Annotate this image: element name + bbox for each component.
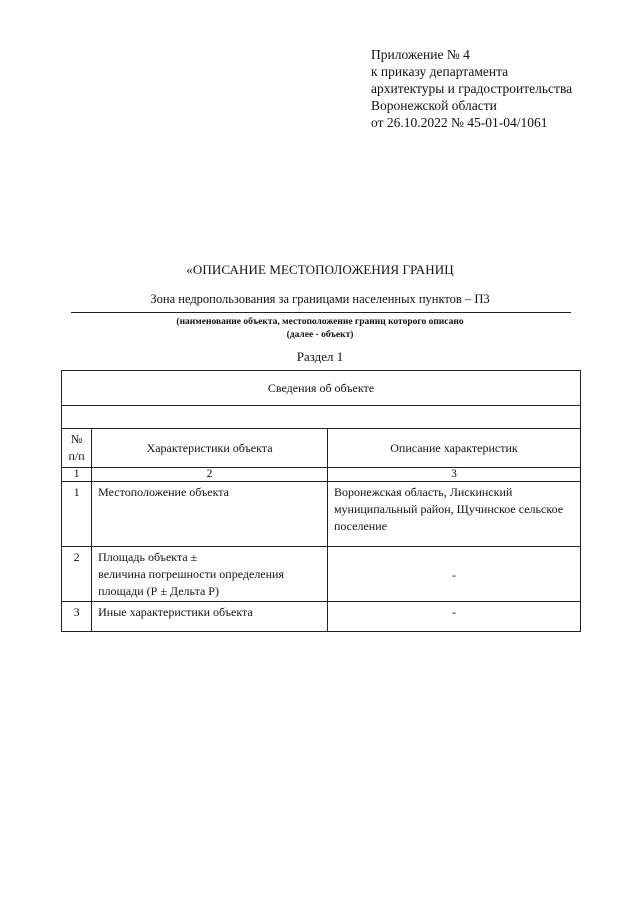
row-characteristic: Иные характеристики объекта <box>92 602 328 632</box>
table-empty-row <box>62 406 581 429</box>
table-title-row <box>62 371 581 406</box>
table-column-numbers-row <box>62 468 581 482</box>
row-characteristic: Местоположение объекта <box>92 482 328 547</box>
table-row <box>62 482 581 547</box>
table-header-row <box>62 429 581 468</box>
row-number: 1 <box>62 482 92 547</box>
table-row <box>62 547 581 602</box>
row-number: 2 <box>62 547 92 602</box>
appendix-line: от 26.10.2022 № 45-01-04/1061 <box>371 115 548 130</box>
table-empty-cell <box>62 406 581 429</box>
characteristic-line: площади (Р ± Дельта Р) <box>98 584 219 598</box>
row-number: 3 <box>62 602 92 632</box>
header-no: № п/п <box>62 429 92 468</box>
object-name: Зона недропользования за границами населенных пунктов – П3 <box>150 292 490 306</box>
row-description: - <box>327 602 580 632</box>
characteristic-line: величина погрешности определения <box>98 567 284 581</box>
column-number: 1 <box>62 468 92 482</box>
object-info-table <box>61 370 581 632</box>
header-description: Описание характеристик <box>327 429 580 468</box>
table-row <box>62 602 581 632</box>
section-heading: Раздел 1 <box>296 349 344 364</box>
characteristic-line: Площадь объекта ± <box>98 550 198 564</box>
row-description: Воронежская область, Лискинский муниципальный район, Щучинское сельское поселение <box>327 482 580 547</box>
appendix-line: Приложение № 4 <box>371 47 470 62</box>
table-title: Сведения об объекте <box>62 371 581 406</box>
appendix-line: Воронежской области <box>371 98 497 113</box>
document-title: «ОПИСАНИЕ МЕСТОПОЛОЖЕНИЯ ГРАНИЦ <box>186 262 454 277</box>
object-caption-line2: (далее - объект) <box>286 330 354 340</box>
row-characteristic <box>92 547 328 602</box>
object-caption-line1: (наименование объекта, местоположение границ которого описано <box>176 317 464 327</box>
object-name-underline <box>71 312 571 313</box>
column-number: 2 <box>92 468 328 482</box>
column-number: 3 <box>327 468 580 482</box>
row-description: - <box>327 547 580 602</box>
appendix-header <box>371 46 572 131</box>
appendix-line: к приказу департамента <box>371 64 509 79</box>
appendix-line: архитектуры и градостроительства <box>371 81 573 96</box>
header-characteristics: Характеристики объекта <box>92 429 328 468</box>
